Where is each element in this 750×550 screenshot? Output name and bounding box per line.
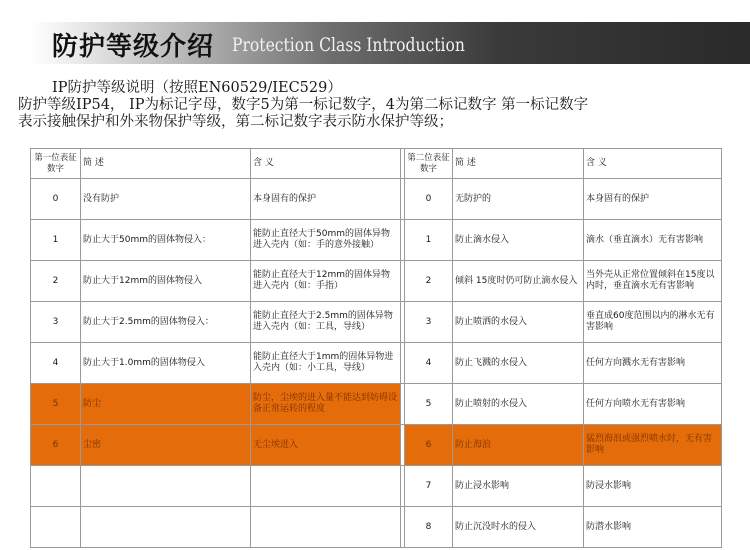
second-digit-cell: 1 xyxy=(405,220,453,261)
second-summary-cell: 无防护的 xyxy=(453,179,584,220)
first-summary-cell xyxy=(81,507,251,548)
table-row xyxy=(31,343,722,384)
header-first-digit: 第一位表征数字 xyxy=(31,149,81,179)
second-meaning-cell: 防浸水影响 xyxy=(584,466,722,507)
second-meaning-cell: 防潜水影响 xyxy=(584,507,722,548)
table-row-highlighted xyxy=(31,425,722,466)
second-digit-cell: 6 xyxy=(405,425,453,466)
first-digit-cell: 4 xyxy=(31,343,81,384)
first-summary-cell: 防止大于12mm的固体物侵入 xyxy=(81,261,251,302)
second-digit-cell: 8 xyxy=(405,507,453,548)
first-summary-cell: 防止大于50mm的固体物侵入： xyxy=(81,220,251,261)
second-summary-cell: 倾斜 15度时仍可防止滴水侵入 xyxy=(453,261,584,302)
first-summary-cell xyxy=(81,466,251,507)
table-row xyxy=(31,507,722,548)
second-summary-cell: 防止浸水影响 xyxy=(453,466,584,507)
second-digit-cell: 0 xyxy=(405,179,453,220)
first-digit-cell: 1 xyxy=(31,220,81,261)
second-summary-cell: 防止滴水侵入 xyxy=(453,220,584,261)
second-meaning-cell: 垂直成60度范围以内的淋水无有害影响 xyxy=(584,302,722,343)
intro-line-3: 表示接触保护和外来物保护等级，第二标记数字表示防水保护等级； xyxy=(18,114,453,130)
protection-class-table xyxy=(30,148,722,548)
header-second-summary: 简 述 xyxy=(453,149,584,179)
intro-line-2: 防护等级IP54， IP为标记字母，数字5为第一标记数字，4为第二标记数字 第一标记数字 xyxy=(18,97,589,113)
first-summary-cell: 防尘 xyxy=(81,384,251,425)
first-digit-cell: 5 xyxy=(31,384,81,425)
first-summary-cell: 防止大于1.0mm的固体物侵入 xyxy=(81,343,251,384)
first-meaning-cell: 防尘，尘埃的进入量不能达到妨碍设备正常运转的程度 xyxy=(251,384,401,425)
table-header-row xyxy=(31,149,722,179)
table-row xyxy=(31,179,722,220)
first-meaning-cell: 能防止直径大于50mm的固体异物进入壳内（如：手的意外接触） xyxy=(251,220,401,261)
table-row xyxy=(31,466,722,507)
second-digit-cell: 2 xyxy=(405,261,453,302)
header-first-meaning: 含 义 xyxy=(251,149,401,179)
header-second-digit: 第二位表征数字 xyxy=(405,149,453,179)
table-row xyxy=(31,302,722,343)
second-meaning-cell: 滴水（垂直滴水）无有害影响 xyxy=(584,220,722,261)
intro-text xyxy=(18,80,738,131)
first-meaning-cell: 能防止直径大于1mm的固体异物进入壳内（如：小工具，导线） xyxy=(251,343,401,384)
second-digit-cell: 5 xyxy=(405,384,453,425)
first-digit-cell: 0 xyxy=(31,179,81,220)
second-meaning-cell: 任何方向喷水无有害影响 xyxy=(584,384,722,425)
first-meaning-cell: 本身固有的保护 xyxy=(251,179,401,220)
table-row xyxy=(31,220,722,261)
second-meaning-cell: 任何方向溅水无有害影响 xyxy=(584,343,722,384)
first-digit-cell: 2 xyxy=(31,261,81,302)
second-meaning-cell: 本身固有的保护 xyxy=(584,179,722,220)
page-subtitle: Protection Class Introduction xyxy=(232,34,465,56)
first-meaning-cell xyxy=(251,507,401,548)
second-meaning-cell: 当外壳从正常位置倾斜在15度以内时，垂直滴水无有害影响 xyxy=(584,261,722,302)
first-meaning-cell xyxy=(251,466,401,507)
first-summary-cell: 尘密 xyxy=(81,425,251,466)
second-summary-cell: 防止飞溅的水侵入 xyxy=(453,343,584,384)
first-digit-cell xyxy=(31,507,81,548)
second-summary-cell: 防止沉没时水的侵入 xyxy=(453,507,584,548)
first-digit-cell: 3 xyxy=(31,302,81,343)
second-summary-cell: 防止海浪 xyxy=(453,425,584,466)
first-meaning-cell: 能防止直径大于2.5mm的固体异物进入壳内（如：工具，导线） xyxy=(251,302,401,343)
header-first-summary: 简 述 xyxy=(81,149,251,179)
second-summary-cell: 防止喷射的水侵入 xyxy=(453,384,584,425)
table-row xyxy=(31,261,722,302)
second-digit-cell: 7 xyxy=(405,466,453,507)
first-digit-cell: 6 xyxy=(31,425,81,466)
second-digit-cell: 4 xyxy=(405,343,453,384)
first-summary-cell: 没有防护 xyxy=(81,179,251,220)
intro-line-1: IP防护等级说明（按照EN60529/IEC529） xyxy=(52,80,342,96)
second-digit-cell: 3 xyxy=(405,302,453,343)
header-second-meaning: 含 义 xyxy=(584,149,722,179)
page-title: 防护等级介绍 xyxy=(52,32,215,62)
table-row-highlighted xyxy=(31,384,722,425)
first-digit-cell xyxy=(31,466,81,507)
first-summary-cell: 防止大于2.5mm的固体物侵入： xyxy=(81,302,251,343)
second-meaning-cell: 猛烈海浪或强烈喷水时，无有害影响 xyxy=(584,425,722,466)
second-summary-cell: 防止喷洒的水侵入 xyxy=(453,302,584,343)
first-meaning-cell: 无尘埃进入 xyxy=(251,425,401,466)
first-meaning-cell: 能防止直径大于12mm的固体异物进入壳内（如：手指） xyxy=(251,261,401,302)
